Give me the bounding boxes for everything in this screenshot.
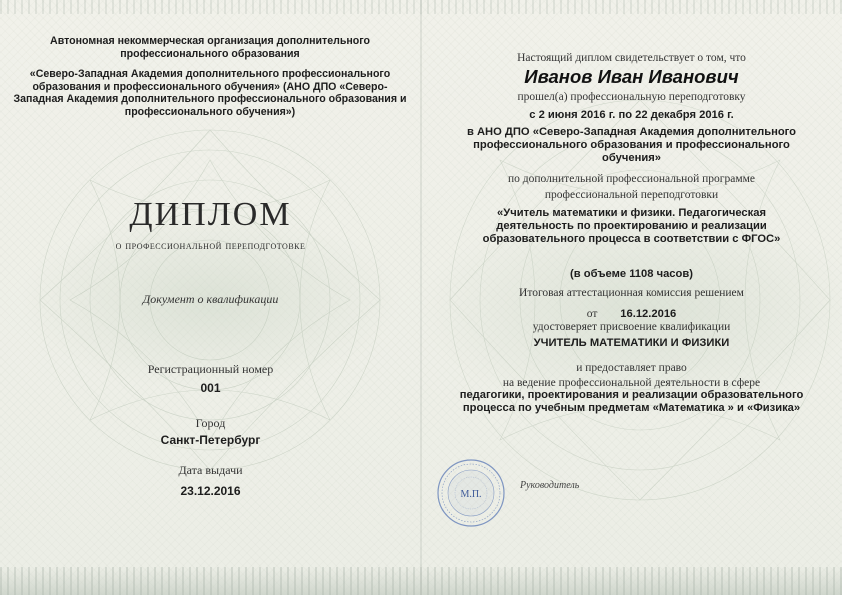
organization-name: Автономная некоммерческая организация дополнительного профессионального образования [50,35,370,60]
program-label-line1: по дополнительной профессиональной программе [508,173,755,185]
program-name: «Учитель математики и физики. Педагогическая деятельность по проектированию и реализации образовательного процесса в соответствии с ФГОС» [482,207,781,245]
decision-date: 16.12.2016 [620,308,677,320]
recipient-name: Иванов Иван Иванович [524,66,739,87]
city-label: Город [195,416,226,430]
passed-text: прошел(а) профессиональную переподготовку [517,91,746,103]
page-title: ДИПЛОМ [129,196,292,233]
registration-number: 001 [200,381,221,395]
head-signature-label: Руководитель [520,480,580,491]
activity-intro: на ведение профессиональной деятельности в сфере [502,377,761,389]
grants-text: и предоставляет право [576,362,687,374]
issue-date-label: Дата выдачи [178,463,243,477]
issue-date-value: 23.12.2016 [180,484,241,498]
program-hours: (в объеме 1108 часов) [570,268,693,280]
stamp-label: М.П. [460,489,482,500]
registration-label: Регистрационный номер [147,362,274,376]
page-subtitle: о профессиональной переподготовке [115,238,306,252]
seal-stamp-icon [436,458,506,528]
document-type: Документ о квалификации [142,292,279,306]
training-period: с 2 июня 2016 г. по 22 декабря 2016 г. [529,109,734,121]
training-organization: в АНО ДПО «Северо-Западная Академия дополнительного профессионального образования и профессионального обучения» [466,126,797,164]
qualification: УЧИТЕЛЬ МАТЕМАТИКИ И ФИЗИКИ [533,337,730,349]
program-label-line2: профессиональной переподготовки [544,189,719,201]
intro-text: Настоящий диплом свидетельствует о том, что [517,52,746,64]
city-value: Санкт-Петербург [160,433,261,447]
decision-date-row [421,304,842,322]
decision-date-label: от [586,308,598,320]
activity-scope: педагогики, проектирования и реализации образовательного процесса по учебным предметам «Математика » и «Физика» [459,389,804,414]
commission-text: Итоговая аттестационная комиссия решением [519,287,744,299]
certifies-text: удостоверяет присвоение квалификации [532,321,731,333]
organization-full-name: «Северо-Западная Академия дополнительного профессионального образования и профессионального обучения» (АНО ДПО «Северо-Западная Академия дополнительного профессионального образования и профессионального обучения») [13,68,407,118]
